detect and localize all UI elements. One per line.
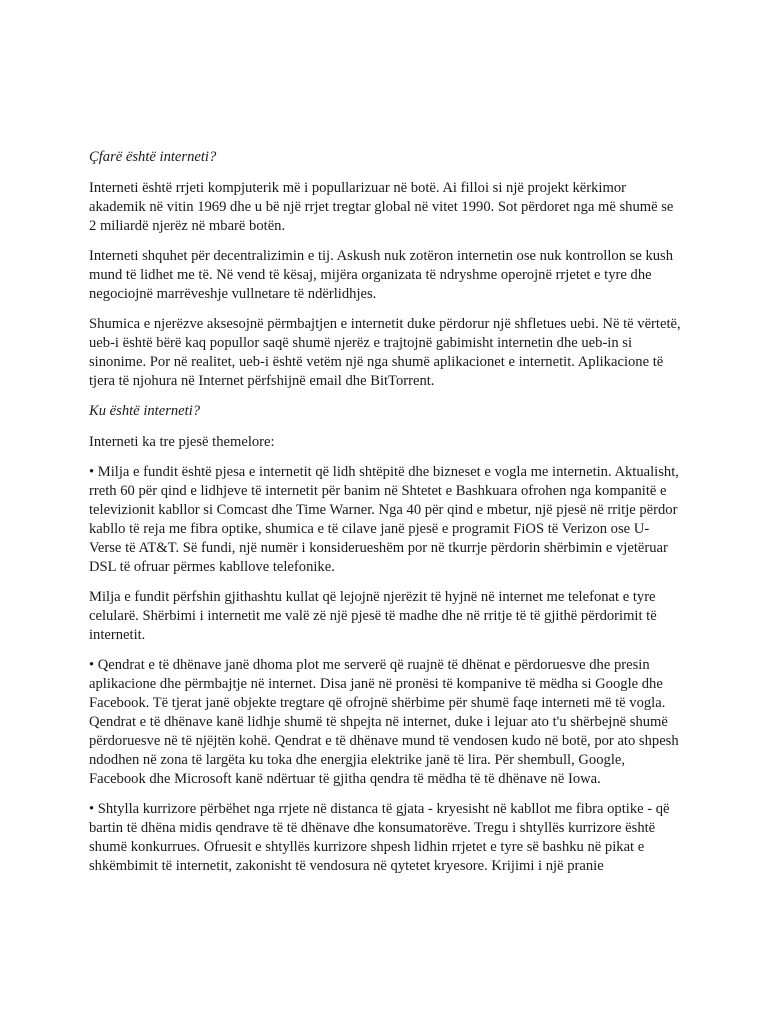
paragraph: Milja e fundit përfshin gjithashtu kullat që lejojnë njerëzit të hyjnë në internet me telefonat e tyre celularë. Shërbimi i internetit me valë zë një pjesë të madhe dhe në rritje të të gjithë përdorimit të internetit. (89, 589, 657, 643)
paragraph: Interneti është rrjeti kompjuterik më i popullarizuar në botë. Ai filloi si një projekt kërkimor akademik në vitin 1969 dhe u bë një rrjet tregtar global në vitet 1990. Sot përdoret nga më shumë se 2 miliardë njerëz në mbarë botën. (89, 180, 674, 234)
section-heading-where-is-internet: Ku është interneti? (89, 403, 201, 419)
document-body (89, 148, 681, 887)
paragraph: Interneti ka tre pjesë themelore: (89, 434, 275, 450)
paragraph: Interneti shquhet për decentralizimin e tij. Askush nuk zotëron internetin ose nuk kontrollon se kush mund të lidhet me të. Në vend të kësaj, mijëra organizata të ndryshme operojnë rrjetet e tyre dhe negociojnë marrëveshje vullnetare të ndërlidhjes. (89, 248, 674, 302)
section-heading-what-is-internet: Çfarë është interneti? (89, 149, 217, 165)
bullet-paragraph-data-centers: • Qendrat e të dhënave janë dhoma plot me serverë që ruajnë të dhënat e përdoruesve dhe presin aplikacione dhe përmbajtje në internet. Disa janë në pronësi të kompanive të mëdha si Google dhe Facebook. Të tjerat janë objekte tregtare që ofrojnë shërbime për shumë faqe interneti më të vogla. Qendrat e të dhënave kanë lidhje shumë të shpejta në internet, duke i lejuar ato t'u shërbejnë shumë përdoruesve në të njëjtën kohë. Qendrat e të dhënave mund të vendosen kudo në botë, por ato shpesh ndodhen në zona të largëta ku toka dhe energjia elektrike janë të lira. Për shembull, Google, Facebook dhe Microsoft kanë ndërtuar të gjitha qendra të mëdha të të dhënave në Iowa. (89, 657, 679, 787)
paragraph: Shumica e njerëzve aksesojnë përmbajtjen e internetit duke përdorur një shfletues uebi. Në të vërtetë, ueb-i është bërë kaq popullor saqë shumë njerëz e trajtojnë gabimisht internetin dhe ueb-in si sinonime. Por në realitet, ueb-i është vetëm një nga shumë aplikacionet e internetit. Aplikacione të tjera të njohura në Internet përfshijnë email dhe BitTorrent. (89, 316, 681, 389)
bullet-paragraph-last-mile: • Milja e fundit është pjesa e internetit që lidh shtëpitë dhe bizneset e vogla me internetin. Aktualisht, rreth 60 për qind e lidhjeve të internetit për banim në Shtetet e Bashkuara ofrohen nga kompanitë e televizionit kabllor si Comcast dhe Time Warner. Nga 40 për qind e mbetur, një pjesë në rritje përdor kabllo të reja me fibra optike, shumica e të cilave janë pjesë e programit FiOS të Verizon ose U-Verse të AT&T. Së fundi, një numër i konsiderueshëm por në tkurrje përdorin shërbimin e vjetëruar DSL të ofruar përmes kabllove telefonike. (89, 464, 679, 575)
bullet-paragraph-backbone: • Shtylla kurrizore përbëhet nga rrjete në distanca të gjata - kryesisht në kabllot me fibra optike - që bartin të dhëna midis qendrave të të dhënave dhe konsumatorëve. Tregu i shtyllës kurrizore është shumë konkurrues. Ofruesit e shtyllës kurrizore shpesh lidhin rrjetet e tyre së bashku në pikat e shkëmbimit të internetit, zakonisht të vendosura në qytetet kryesore. Krijimi i një pranie (89, 801, 670, 874)
